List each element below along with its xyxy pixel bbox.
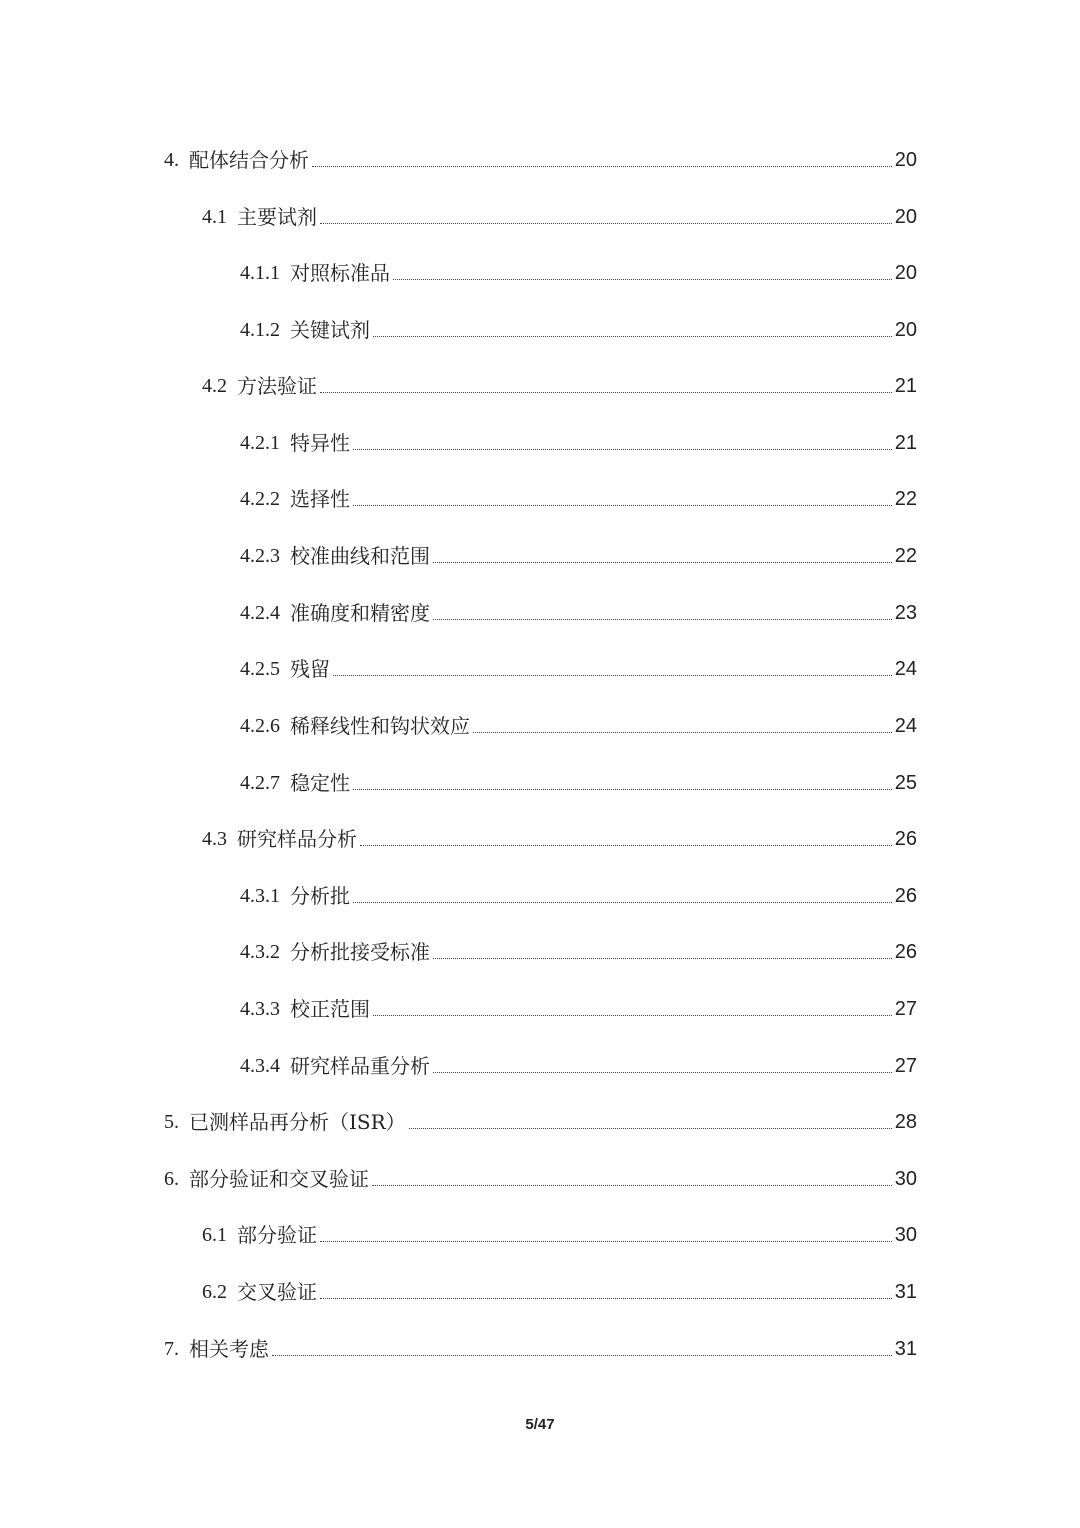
- toc-entry-title: 部分验证: [237, 1223, 317, 1247]
- toc-entry-title: 部分验证和交叉验证: [189, 1167, 369, 1191]
- page-number: 5/47: [525, 1416, 555, 1433]
- toc-entry-number: 4.2.3: [240, 545, 280, 567]
- toc-dot-leader: [433, 619, 892, 620]
- toc-entry-title: 稳定性: [290, 771, 350, 795]
- toc-entry-number: 4.1.1: [240, 262, 280, 284]
- toc-entry-page: 21: [894, 375, 917, 397]
- toc-entry-page: 23: [894, 602, 917, 624]
- toc-entry[interactable]: [240, 989, 917, 1021]
- toc-entry[interactable]: [240, 706, 917, 738]
- toc-dot-leader: [373, 336, 892, 337]
- toc-entry[interactable]: [240, 423, 917, 455]
- toc-entry[interactable]: [240, 310, 917, 342]
- toc-dot-leader: [433, 958, 892, 959]
- toc-dot-leader: [353, 789, 892, 790]
- toc-entry-number: 4.2.5: [240, 658, 280, 680]
- toc-entry-page: 22: [894, 488, 917, 510]
- toc-entry[interactable]: [202, 1215, 917, 1247]
- toc-entry-page: 25: [894, 772, 917, 794]
- toc-entry[interactable]: [164, 1329, 917, 1361]
- toc-entry[interactable]: [240, 932, 917, 964]
- toc-entry[interactable]: [164, 140, 917, 172]
- toc-dot-leader: [320, 1298, 892, 1299]
- toc-dot-leader: [373, 1015, 892, 1016]
- toc-entry-number: 4.3.3: [240, 998, 280, 1020]
- toc-dot-leader: [409, 1128, 892, 1129]
- toc-entry-number: 4.: [164, 149, 179, 171]
- toc-entry-title: 对照标准品: [290, 261, 390, 285]
- toc-entry-page: 20: [894, 319, 917, 341]
- toc-entry[interactable]: [240, 1046, 917, 1078]
- toc-dot-leader: [433, 1072, 892, 1073]
- toc-entry[interactable]: [202, 366, 917, 398]
- toc-entry-number: 4.3.4: [240, 1055, 280, 1077]
- toc-entry-page: 22: [894, 545, 917, 567]
- toc-entry-page: 20: [894, 262, 917, 284]
- toc-entry-page: 24: [894, 715, 917, 737]
- toc-dot-leader: [353, 449, 892, 450]
- toc-entry-title: 方法验证: [237, 374, 317, 398]
- toc-entry-number: 4.1.2: [240, 319, 280, 341]
- toc-entry-number: 7.: [164, 1338, 179, 1360]
- toc-dot-leader: [312, 166, 892, 167]
- toc-dot-leader: [393, 279, 892, 280]
- toc-dot-leader: [433, 562, 892, 563]
- toc-entry-title: 配体结合分析: [189, 148, 309, 172]
- toc-entry-title: 关键试剂: [290, 318, 370, 342]
- toc-entry[interactable]: [240, 649, 917, 681]
- toc-dot-leader: [372, 1185, 892, 1186]
- toc-entry-title: 准确度和精密度: [290, 601, 430, 625]
- toc-dot-leader: [320, 223, 892, 224]
- toc-entry-page: 26: [894, 885, 917, 907]
- toc-entry[interactable]: [240, 763, 917, 795]
- toc-entry[interactable]: [240, 479, 917, 511]
- toc-entry-title: 分析批: [290, 884, 350, 908]
- toc-entry-title: 校正范围: [290, 997, 370, 1021]
- toc-entry-number: 4.2.2: [240, 488, 280, 510]
- toc-entry[interactable]: [240, 593, 917, 625]
- toc-entry-number: 6.: [164, 1168, 179, 1190]
- toc-entry-number: 4.2.4: [240, 602, 280, 624]
- toc-entry[interactable]: [164, 1102, 917, 1134]
- toc-entry-number: 4.2.7: [240, 772, 280, 794]
- toc-entry-number: 4.2: [202, 375, 227, 397]
- toc-dot-leader: [320, 1241, 892, 1242]
- toc-entry[interactable]: [164, 1159, 917, 1191]
- toc-entry-title: 分析批接受标准: [290, 940, 430, 964]
- toc-dot-leader: [360, 845, 892, 846]
- toc-entry-number: 6.2: [202, 1281, 227, 1303]
- toc-entry-page: 20: [894, 206, 917, 228]
- toc-entry-title: 校准曲线和范围: [290, 544, 430, 568]
- toc-entry-number: 4.1: [202, 206, 227, 228]
- toc-entry-title: 研究样品分析: [237, 827, 357, 851]
- toc-entry[interactable]: [202, 197, 917, 229]
- toc-entry-page: 28: [894, 1111, 917, 1133]
- toc-entry-title: 相关考虑: [189, 1337, 269, 1361]
- toc-dot-leader: [320, 392, 892, 393]
- toc-entry[interactable]: [202, 1272, 917, 1304]
- toc-entry[interactable]: [240, 876, 917, 908]
- toc-entry-page: 27: [894, 998, 917, 1020]
- toc-entry-title: 稀释线性和钩状效应: [290, 714, 470, 738]
- toc-entry-number: 4.3.2: [240, 941, 280, 963]
- toc-entry-page: 27: [894, 1055, 917, 1077]
- toc-entry-number: 6.1: [202, 1224, 227, 1246]
- toc-entry-page: 30: [894, 1168, 917, 1190]
- toc-entry-number: 4.3: [202, 828, 227, 850]
- toc-dot-leader: [473, 732, 892, 733]
- toc-entry-number: 4.2.6: [240, 715, 280, 737]
- toc-dot-leader: [353, 505, 892, 506]
- toc-entry-title: 已测样品再分析（ISR）: [189, 1110, 406, 1134]
- toc-entry-number: 4.3.1: [240, 885, 280, 907]
- toc-dot-leader: [333, 675, 892, 676]
- toc-entry-page: 30: [894, 1224, 917, 1246]
- toc-entry[interactable]: [202, 819, 917, 851]
- toc-entry-page: 31: [894, 1338, 917, 1360]
- toc-entry-title: 主要试剂: [237, 205, 317, 229]
- toc-entry[interactable]: [240, 253, 917, 285]
- toc-entry-title: 残留: [290, 657, 330, 681]
- toc-entry-title: 选择性: [290, 487, 350, 511]
- toc-entry-title: 特异性: [290, 431, 350, 455]
- toc-entry-page: 26: [894, 941, 917, 963]
- toc-dot-leader: [353, 902, 892, 903]
- toc-dot-leader: [272, 1355, 892, 1356]
- toc-entry-page: 26: [894, 828, 917, 850]
- toc-entry-number: 4.2.1: [240, 432, 280, 454]
- toc-entry[interactable]: [240, 536, 917, 568]
- toc-entry-title: 研究样品重分析: [290, 1054, 430, 1078]
- toc-entry-page: 24: [894, 658, 917, 680]
- toc-entry-page: 20: [894, 149, 917, 171]
- toc-entry-page: 31: [894, 1281, 917, 1303]
- toc-entry-title: 交叉验证: [237, 1280, 317, 1304]
- toc-entry-page: 21: [894, 432, 917, 454]
- toc-entry-number: 5.: [164, 1111, 179, 1133]
